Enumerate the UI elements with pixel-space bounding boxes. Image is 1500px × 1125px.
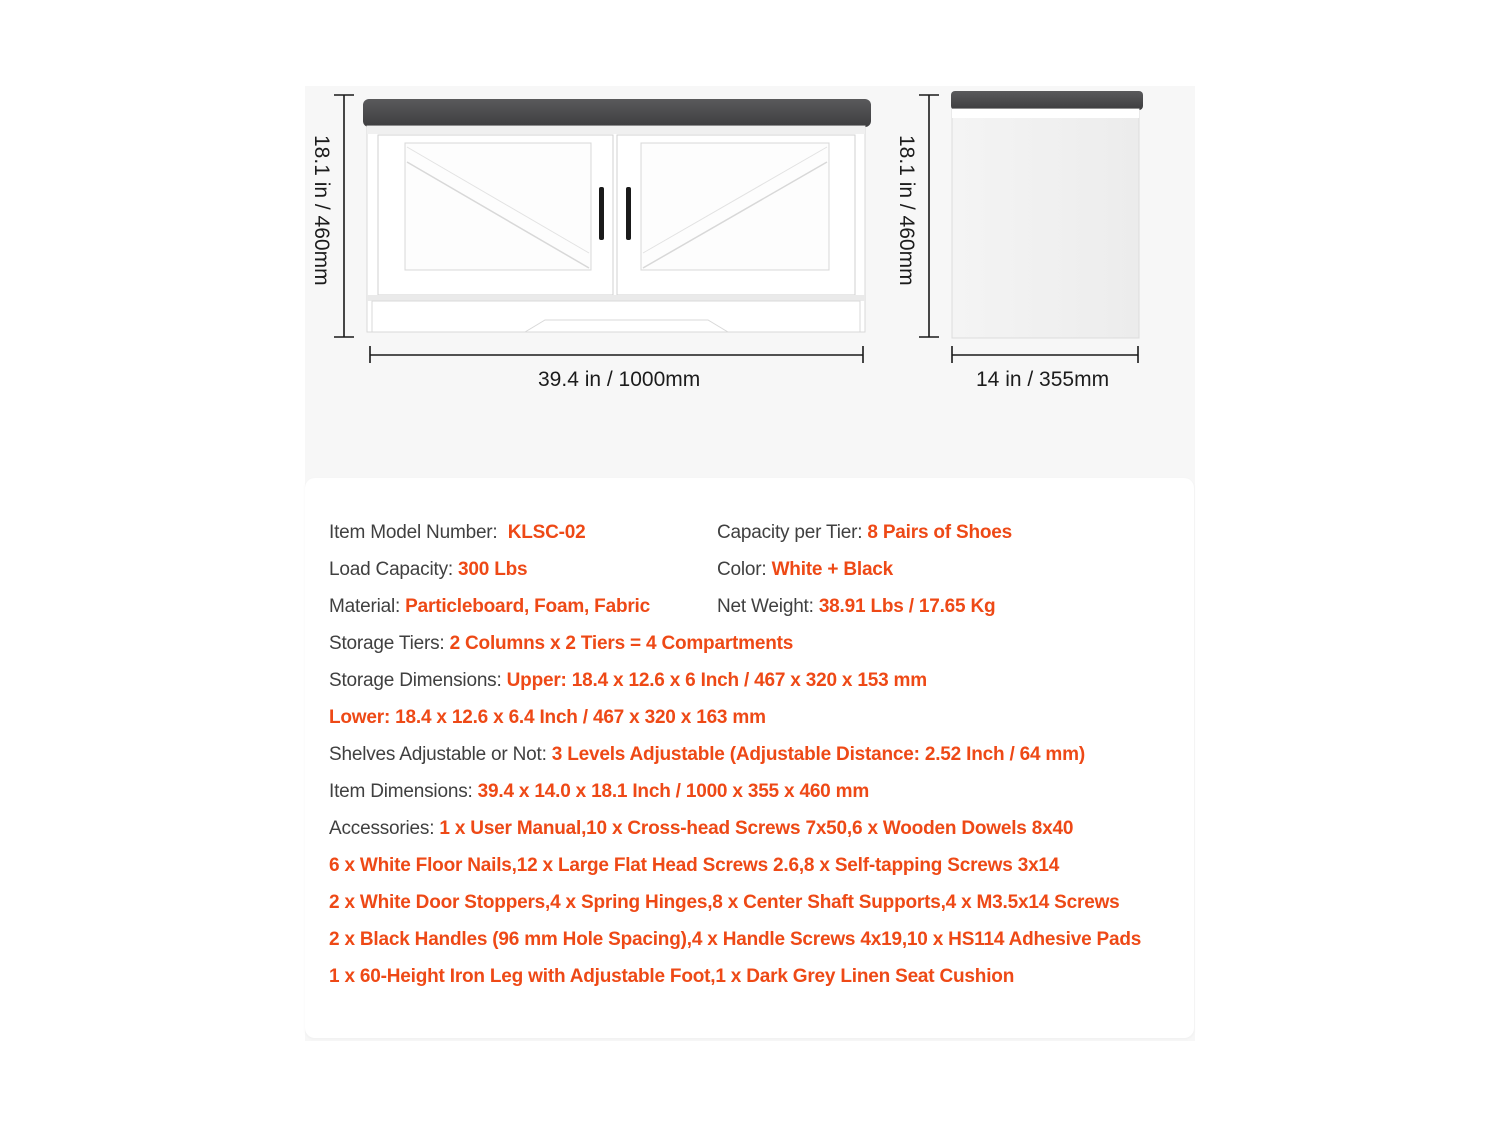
material-value: Particleboard, Foam, Fabric bbox=[405, 596, 650, 617]
spec-capacity-per-tier bbox=[717, 521, 1012, 545]
side-view-cabinet bbox=[951, 91, 1143, 338]
front-height-label: 18.1 in / 460mm bbox=[310, 135, 333, 286]
spec-item-dimensions bbox=[329, 780, 869, 804]
model-value: KLSC-02 bbox=[507, 522, 586, 543]
accessories-label: Accessories: bbox=[329, 818, 435, 839]
load-value: 300 Lbs bbox=[458, 559, 528, 580]
side-height-dimension bbox=[919, 95, 939, 337]
side-height-label: 18.1 in / 460mm bbox=[895, 135, 918, 286]
storage-dim-upper: Upper: 18.4 x 12.6 x 6 Inch / 467 x 320 x 153 mm bbox=[506, 670, 927, 691]
shelves-value: 3 Levels Adjustable (Adjustable Distance: 2.52 Inch / 64 mm) bbox=[551, 744, 1085, 765]
spec-accessories-5 bbox=[329, 965, 1014, 989]
product-diagram bbox=[0, 0, 1500, 470]
load-label: Load Capacity: bbox=[329, 559, 453, 580]
color-label: Color: bbox=[717, 559, 767, 580]
spec-material bbox=[329, 595, 650, 619]
accessories-line-3: 2 x White Door Stoppers,4 x Spring Hinges,8 x Center Shaft Supports,4 x M3.5x14 Screws bbox=[329, 892, 1120, 913]
spec-storage-dimensions-lower bbox=[329, 706, 766, 730]
spec-accessories-3 bbox=[329, 891, 1120, 915]
color-value: White + Black bbox=[771, 559, 894, 580]
spec-accessories-2 bbox=[329, 854, 1059, 878]
spec-model bbox=[329, 521, 585, 545]
capacity-tier-label: Capacity per Tier: bbox=[717, 522, 863, 543]
spec-shelves-adjustable bbox=[329, 743, 1085, 767]
seat-cushion bbox=[363, 99, 871, 127]
shelves-label: Shelves Adjustable or Not: bbox=[329, 744, 547, 765]
storage-dim-label: Storage Dimensions: bbox=[329, 670, 502, 691]
spec-load-capacity bbox=[329, 558, 527, 582]
material-label: Material: bbox=[329, 596, 401, 617]
spec-accessories bbox=[329, 817, 1073, 841]
side-depth-label: 14 in / 355mm bbox=[976, 368, 1110, 391]
spec-net-weight bbox=[717, 595, 995, 619]
accessories-line-5: 1 x 60-Height Iron Leg with Adjustable Foot,1 x Dark Grey Linen Seat Cushion bbox=[329, 966, 1015, 987]
accessories-line-1: 1 x User Manual,10 x Cross-head Screws 7x50,6 x Wooden Dowels 8x40 bbox=[439, 818, 1074, 839]
left-handle bbox=[599, 187, 604, 240]
side-depth-dimension bbox=[952, 346, 1138, 363]
accessories-line-2: 6 x White Floor Nails,12 x Large Flat Head Screws 2.6,8 x Self-tapping Screws 3x14 bbox=[329, 855, 1060, 876]
side-cushion bbox=[951, 91, 1143, 110]
storage-dim-lower: Lower: 18.4 x 12.6 x 6.4 Inch / 467 x 320 x 163 mm bbox=[329, 707, 766, 728]
item-dim-label: Item Dimensions: bbox=[329, 781, 473, 802]
tiers-value: 2 Columns x 2 Tiers = 4 Compartments bbox=[449, 633, 794, 654]
spec-accessories-4 bbox=[329, 928, 1141, 952]
item-dim-value: 39.4 x 14.0 x 18.1 Inch / 1000 x 355 x 460 mm bbox=[477, 781, 870, 802]
front-height-dimension bbox=[334, 95, 354, 337]
weight-value: 38.91 Lbs / 17.65 Kg bbox=[818, 596, 996, 617]
front-width-dimension bbox=[370, 346, 863, 363]
weight-label: Net Weight: bbox=[717, 596, 814, 617]
front-view-cabinet bbox=[363, 99, 871, 332]
model-label: Item Model Number: bbox=[329, 522, 498, 543]
accessories-line-4: 2 x Black Handles (96 mm Hole Spacing),4 x Handle Screws 4x19,10 x HS114 Adhesive Pads bbox=[329, 929, 1142, 950]
spec-storage-tiers bbox=[329, 632, 793, 656]
capacity-tier-value: 8 Pairs of Shoes bbox=[867, 522, 1013, 543]
spec-color bbox=[717, 558, 893, 582]
right-handle bbox=[626, 187, 631, 240]
tiers-label: Storage Tiers: bbox=[329, 633, 445, 654]
side-panel bbox=[952, 109, 1139, 338]
front-width-label: 39.4 in / 1000mm bbox=[538, 368, 701, 391]
spec-storage-dimensions bbox=[329, 669, 927, 693]
